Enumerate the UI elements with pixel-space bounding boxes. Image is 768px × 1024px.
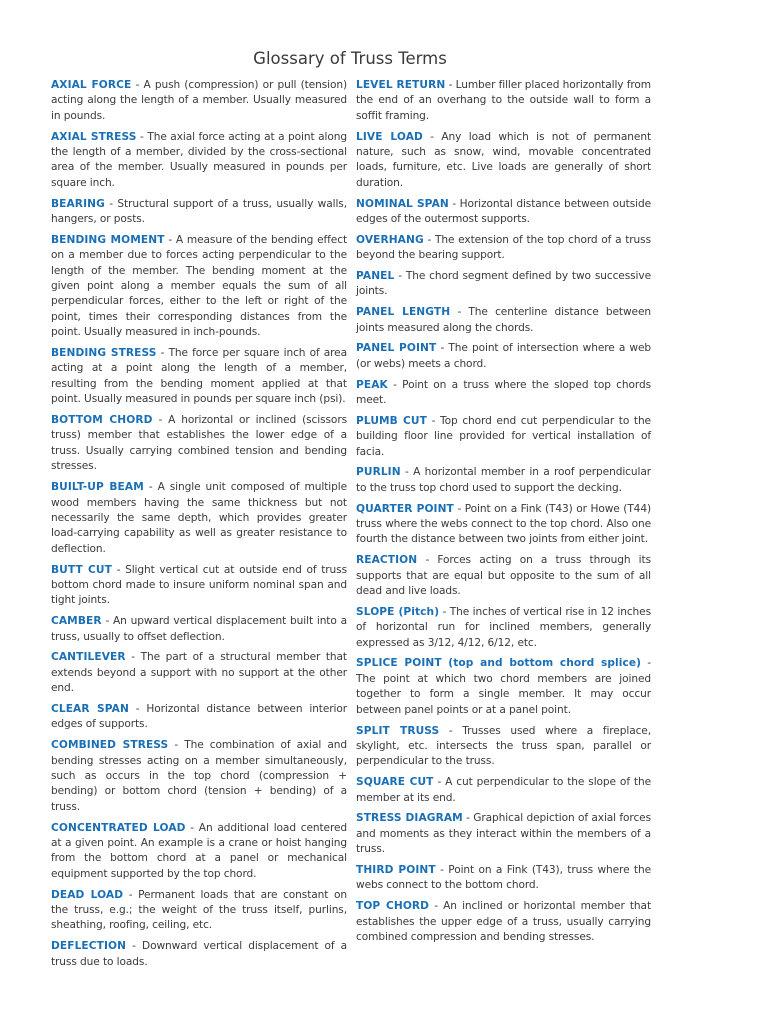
definition: - The axial force acting at a point along the length of a member, divided by the cross-sectional area of the member. Usually measured in pounds per square inch. xyxy=(51,130,347,189)
definition: - The chord segment defined by two successive joints. xyxy=(356,270,651,298)
definition: - Slight vertical cut at outside end of truss bottom chord made to insure uniform nominal span and tight joints. xyxy=(51,563,347,607)
term: BENDING STRESS xyxy=(51,347,157,360)
term: BUTT CUT xyxy=(51,563,112,576)
glossary-entry-third-point xyxy=(356,863,651,894)
definition: - The part of a structural member that extends beyond a support with no support at the other end. xyxy=(51,651,347,695)
glossary-entry-square-cut xyxy=(356,775,651,806)
glossary-entry-butt-cut xyxy=(51,563,347,609)
term: THIRD POINT xyxy=(356,863,436,876)
definition: - Downward vertical displacement of a truss due to loads. xyxy=(51,940,347,968)
term: CONCENTRATED LOAD xyxy=(51,821,186,834)
term: NOMINAL SPAN xyxy=(356,197,449,210)
left-column xyxy=(51,78,347,975)
glossary-entry-dead-load xyxy=(51,888,347,934)
glossary-entry-quarter-point xyxy=(356,502,651,548)
glossary-entry-camber xyxy=(51,614,347,645)
term: SPLIT TRUSS xyxy=(356,724,440,737)
term: BEARING xyxy=(51,197,105,210)
definition: - Graphical depiction of axial forces and moments as they interact within the members of a truss. xyxy=(356,812,652,856)
term: LIVE LOAD xyxy=(356,130,423,143)
term: PEAK xyxy=(356,378,388,391)
definition: - An inclined or horizontal member that establishes the upper edge of a truss, usually carrying combined compression and bending stresses. xyxy=(356,900,651,943)
definition: - A horizontal or inclined (scissors truss) member that establishes the lower edge of a truss. Usually carrying combined tension and bending stresses. xyxy=(51,414,347,473)
definition: - An additional load centered at a given point. An example is a crane or hoist hanging from the bottom chord at a panel or mechanical equipment supported by the top chord. xyxy=(51,821,348,880)
definition: - The force per square inch of area acting at a point along the length of a member, resulting from the bending moment applied at that point. Usually measured in pounds per square inch (psi). xyxy=(51,347,347,406)
glossary-entry-built-up-beam xyxy=(51,480,347,557)
definition: - Permanent loads that are constant on the truss, e.g.; the weight of the truss itself, purlins, sheathing, roofing, ceiling, etc. xyxy=(51,888,347,932)
term: STRESS DIAGRAM xyxy=(356,812,463,825)
term: PLUMB CUT xyxy=(356,414,427,427)
definition: - Any load which is not of permanent nature, such as snow, wind, movable concentrated loads, furniture, etc. Live loads are generally of short duration. xyxy=(356,130,651,189)
glossary-entry-plumb-cut xyxy=(356,414,651,460)
glossary-entry-slope-pitch xyxy=(356,605,651,651)
term: LEVEL RETURN xyxy=(356,79,446,91)
glossary-entry-panel xyxy=(356,269,651,300)
definition: - Point on a truss where the sloped top chords meet. xyxy=(356,378,651,407)
definition: - A push (compression) or pull (tension) acting along the length of a member. Usually measured in pounds. xyxy=(51,79,347,122)
glossary-entry-bending-stress xyxy=(51,346,347,408)
glossary-entry-purlin xyxy=(356,465,651,496)
term: PANEL LENGTH xyxy=(356,306,451,319)
definition: - The extension of the top chord of a truss beyond the bearing support. xyxy=(356,233,651,262)
definition: - The point at which two chord members are joined together to form a single member. It may occur between panel points or at a panel point. xyxy=(356,657,651,716)
term: DEAD LOAD xyxy=(51,888,124,901)
definition: - The inches of vertical rise in 12 inches of horizontal run for inclined members, generally expressed as 3/12, 4/12, 6/12, etc. xyxy=(356,605,651,649)
term: SLOPE (Pitch) xyxy=(356,605,440,618)
term: PURLIN xyxy=(356,466,401,479)
definition: - A single unit composed of multiple wood members having the same thickness but not necessarily the same depth, which provides greater load-carrying capability as well as greater resistance to deflection. xyxy=(51,481,347,555)
term: REACTION xyxy=(356,554,418,567)
definition: - The centerline distance between joints measured along the chords. xyxy=(356,306,651,334)
term: TOP CHORD xyxy=(356,900,430,913)
glossary-entry-panel-point xyxy=(356,341,651,372)
definition: - Structural support of a truss, usually walls, hangers, or posts. xyxy=(51,197,347,226)
term: SQUARE CUT xyxy=(356,776,434,789)
glossary-entry-split-truss xyxy=(356,724,651,770)
definition: - Lumber filler placed horizontally from the end of an overhang to the outside wall to form a soffit framing. xyxy=(356,79,652,122)
definition: - Point on a Fink (T43) or Howe (T44) truss where the webs connect to the top chord. Also one fourth the distance between two joints from either joint. xyxy=(356,502,651,546)
term: AXIAL FORCE xyxy=(51,79,132,91)
glossary-entry-axial-force xyxy=(51,78,347,124)
glossary-entry-peak xyxy=(356,378,651,409)
term: COMBINED STRESS xyxy=(51,739,169,752)
glossary-entry-splice-point xyxy=(356,656,651,718)
term: PANEL POINT xyxy=(356,342,437,355)
definition: - Forces acting on a truss through its supports that are equal but opposite to the sum of all dead and live loads. xyxy=(356,554,651,598)
term: OVERHANG xyxy=(356,233,424,246)
definition: - The point of intersection where a web (or webs) meets a chord. xyxy=(356,342,652,370)
definition: - Trusses used where a fireplace, skylight, etc. intersects the truss span, parallel or perpendicular to the truss. xyxy=(356,724,651,768)
definition: - Top chord end cut perpendicular to the building floor line provided for vertical installation of facia. xyxy=(356,414,651,458)
glossary-entry-nominal-span xyxy=(356,197,651,228)
glossary-entry-panel-length xyxy=(356,305,651,336)
term: CLEAR SPAN xyxy=(51,702,129,715)
definition: - A cut perpendicular to the slope of the member at its end. xyxy=(356,776,651,804)
glossary-entry-bearing xyxy=(51,197,347,228)
term: QUARTER POINT xyxy=(356,502,454,515)
definition: - Horizontal distance between outside edges of the outermost supports. xyxy=(356,197,651,226)
glossary-entry-reaction xyxy=(356,553,651,599)
glossary-entry-clear-span xyxy=(51,702,347,733)
glossary-entry-deflection xyxy=(51,939,347,970)
definition: - A measure of the bending effect on a member due to forces acting perpendicular to the length of the member. The bending moment at the given point along a member equals the sum of all perpendicular forces, either to the left or right of the point, times their corresponding distances from the point. Usually measured in inch-pounds. xyxy=(51,233,348,339)
glossary-entry-top-chord xyxy=(356,899,651,945)
glossary-entry-axial-stress xyxy=(51,130,347,192)
term: SPLICE POINT (top and bottom chord splice) xyxy=(356,657,642,670)
glossary-entry-concentrated-load xyxy=(51,821,347,883)
right-column xyxy=(356,78,651,951)
glossary-entry-level-return xyxy=(356,78,651,124)
glossary-entry-bottom-chord xyxy=(51,413,347,475)
glossary-entry-cantilever xyxy=(51,650,347,696)
glossary-entry-overhang xyxy=(356,233,651,264)
term: CAMBER xyxy=(51,615,102,628)
definition: - The combination of axial and bending stresses acting on a member simultaneously, such as occurs in the top chord (compression + bending) or bottom chord (tension + bending) of a truss. xyxy=(51,739,347,813)
term: DEFLECTION xyxy=(51,940,127,953)
glossary-entry-live-load xyxy=(356,130,651,192)
definition: - Horizontal distance between interior edges of supports. xyxy=(51,702,348,731)
term: BUILT-UP BEAM xyxy=(51,481,144,494)
term: PANEL xyxy=(356,270,395,283)
term: BENDING MOMENT xyxy=(51,233,165,246)
glossary-entry-bending-moment xyxy=(51,233,347,341)
term: CANTILEVER xyxy=(51,651,126,664)
term: AXIAL STRESS xyxy=(51,130,137,143)
glossary-entry-combined-stress xyxy=(51,738,347,815)
definition: - An upward vertical displacement built into a truss, usually to offset deflection. xyxy=(51,615,347,643)
definition: - Point on a Fink (T43), truss where the webs connect to the bottom chord. xyxy=(356,863,652,892)
term: BOTTOM CHORD xyxy=(51,414,153,427)
glossary-entry-stress-diagram xyxy=(356,811,651,857)
page-title: Glossary of Truss Terms xyxy=(253,49,447,68)
definition: - A horizontal member in a roof perpendicular to the truss top chord used to support the decking. xyxy=(356,466,651,494)
